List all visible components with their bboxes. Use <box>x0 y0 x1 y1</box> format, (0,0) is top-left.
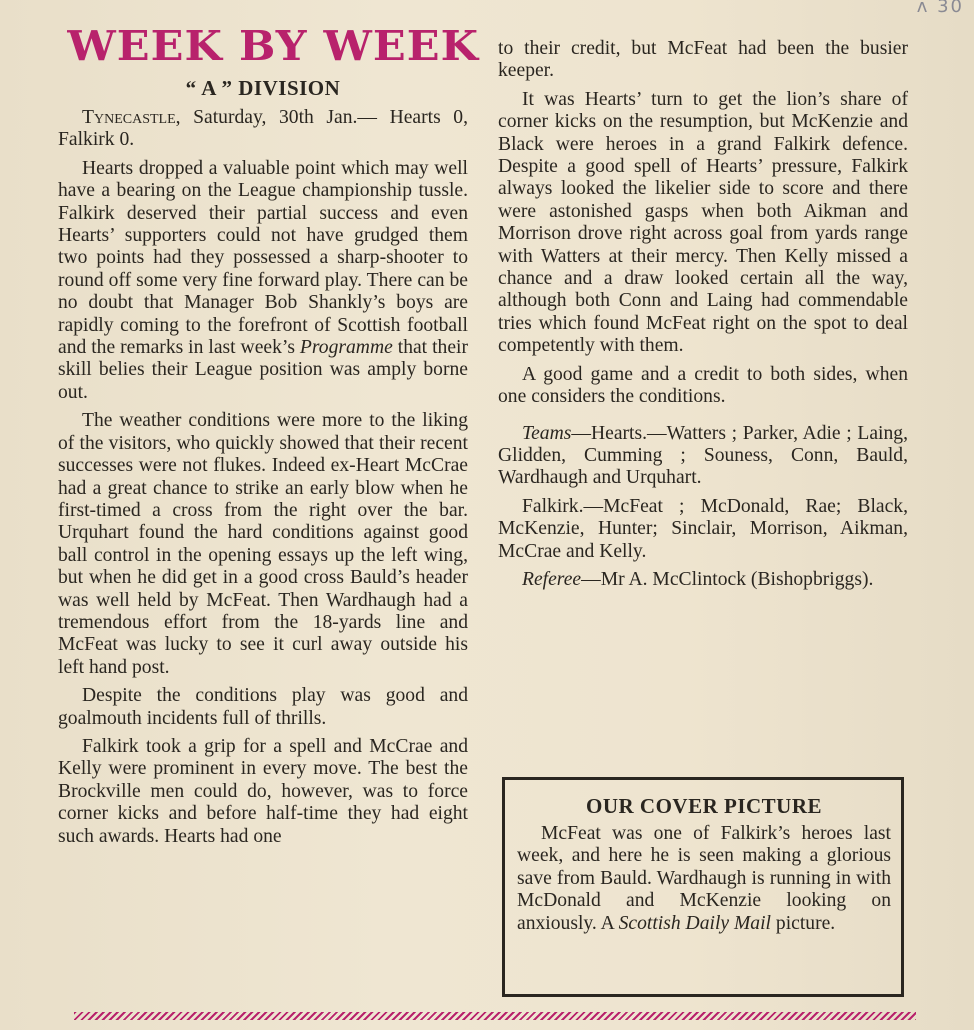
right-column <box>498 38 908 597</box>
paragraph-5: to their credit, but McFeat had been the busier keeper. <box>498 38 908 82</box>
left-column <box>58 22 480 854</box>
dateline-place: Tynecastle <box>82 107 176 128</box>
paragraph-7: A good game and a credit to both sides, when one considers the conditions. <box>498 363 908 408</box>
masthead-title: WEEK BY WEEK <box>67 22 480 70</box>
referee-label: Referee <box>522 568 582 590</box>
cover-caption-source: Scottish Daily Mail <box>618 912 771 934</box>
teams-hearts-text: —Hearts.—Watters ; Parker, Adie ; Laing, Glidden, Cumming ; Souness, Conn, Bauld, Wardhaugh and Urquhart. <box>498 422 908 489</box>
programme-title: Programme <box>299 337 393 359</box>
paragraph-1-tail: that their skill belies their League position was amply borne out. <box>58 337 468 403</box>
corner-pencil-mark: ᴧ 30 <box>916 0 964 17</box>
paragraph-2: The weather conditions were more to the liking of the visitors, who quickly showed that their recent successes were not flukes. Indeed ex-Heart McCrae had a great chance to strike an early blow when he first-timed a cross from the right over the bar. Urquhart found the hard conditions against good ball control in the opening essays up the left wing, but when he did get in a good cross Bauld’s header was well held by McFeat. Then Wardhaugh had a tremendous effort from the 18-yards line and McFeat was lucky to see it curl away outside his left hand post. <box>58 410 468 678</box>
paragraph-6: It was Hearts’ turn to get the lion’s share of corner kicks on the resumption, but McKenzie and Black were heroes in a grand Falkirk defence. Despite a good spell of Hearts’ pressure, Falkirk always looked the likelier side to score and there were astonished gasps when both Aikman and Morrison drove right across goal from yards range with Watters at their mercy. Then Kelly missed a chance and a draw looked certain all the way, although both Conn and Laing had commendable tries which found McFeat right on the spot to deal competently with them. <box>498 88 908 357</box>
dateline <box>58 107 468 152</box>
bottom-decorative-rule <box>74 1012 916 1020</box>
cover-caption-text: McFeat was one of Falkirk’s heroes last week, and here he is seen making a glorious save from Bauld. Wardhaugh is running in with McDonald and McKenzie looking on anxiously. A <box>517 823 891 934</box>
cover-caption-tail: picture. <box>771 912 836 934</box>
teams-label: Teams <box>522 422 572 444</box>
teams-falkirk: Falkirk.—McFeat ; McDonald, Rae; Black, McKenzie, Hunter; Sinclair, Morrison, Aikman, McCrae and Kelly. <box>498 495 908 562</box>
referee-text: —Mr A. McClintock (Bishopbriggs). <box>581 568 874 590</box>
cover-picture-caption <box>517 823 891 935</box>
paragraph-3: Despite the conditions play was good and goalmouth incidents full of thrills. <box>58 685 468 729</box>
paragraph-1 <box>58 158 468 404</box>
referee <box>498 569 908 591</box>
cover-picture-box <box>502 777 904 997</box>
paragraph-1-text: Hearts dropped a valuable point which may well have a bearing on the League championship tussle. Falkirk deserved their partial success and even Hearts’ supporters could not have grudged them two points had they possessed a sharp-shooter to round off some very fine forward play. There can be no doubt that Manager Bob Shankly’s boys are rapidly coming to the forefront of Scottish football and the remarks in last week’s <box>58 157 468 359</box>
dateline-result: , Saturday, 30th Jan.— Hearts 0, Falkirk 0. <box>58 107 468 151</box>
teams-hearts <box>498 423 908 490</box>
division-heading: “ A ” DIVISION <box>185 76 341 100</box>
cover-picture-title: OUR COVER PICTURE <box>585 794 822 818</box>
paragraph-4: Falkirk took a grip for a spell and McCrae and Kelly were prominent in every move. The best the Brockville men could do, however, was to force corner kicks and before half-time they had eight such awards. Hearts had one <box>58 735 468 847</box>
